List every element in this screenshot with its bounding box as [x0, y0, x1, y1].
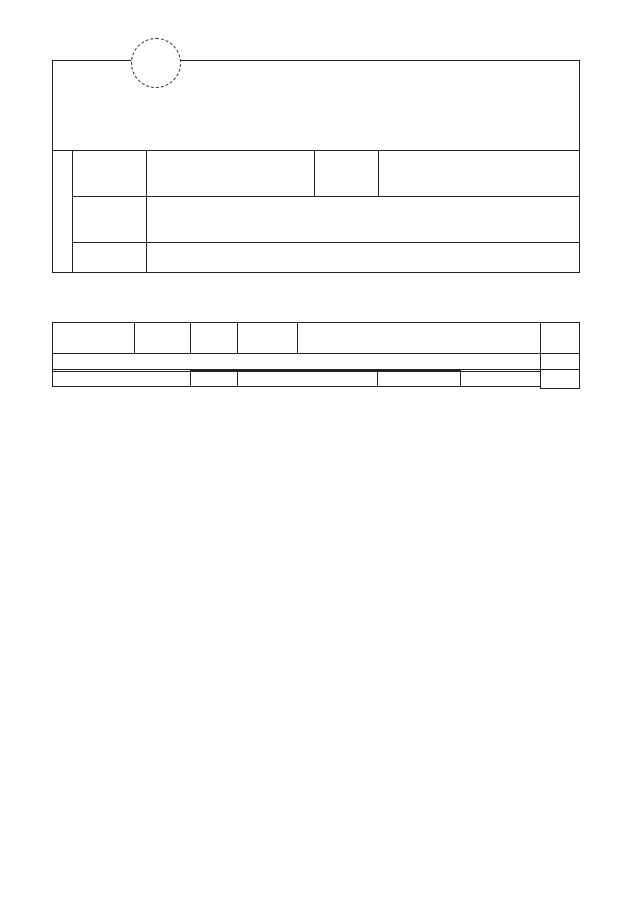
corp-number-label	[73, 243, 147, 273]
header-area	[238, 323, 298, 354]
art1-amount-2[interactable]	[238, 372, 378, 387]
address-label-cell	[73, 197, 147, 243]
reception-stamp	[131, 38, 181, 88]
header-lot-number	[135, 323, 191, 354]
land-tax-table	[52, 322, 580, 389]
remarks-field[interactable]	[541, 370, 580, 389]
art1-amount-1[interactable]	[191, 372, 238, 387]
remarks-label	[541, 354, 580, 370]
total-amount[interactable]	[461, 372, 541, 387]
applicant-side-label	[53, 151, 73, 273]
rep-name-field[interactable]	[379, 151, 580, 197]
corp-number-field[interactable]	[147, 243, 580, 273]
header-land-category	[191, 323, 238, 354]
name-field[interactable]	[147, 151, 315, 197]
header-start-date	[298, 323, 541, 354]
rep-label-cell	[315, 151, 379, 197]
art2-amount[interactable]	[53, 372, 191, 387]
art1-amount-3[interactable]	[378, 372, 461, 387]
address-field[interactable]	[147, 197, 580, 243]
header-location	[53, 323, 135, 354]
applicant-table	[52, 150, 580, 273]
land-table-header	[53, 323, 580, 354]
name-label-cell	[73, 151, 147, 197]
header-exemption-period	[541, 323, 580, 354]
tax-amount-title	[53, 354, 541, 370]
